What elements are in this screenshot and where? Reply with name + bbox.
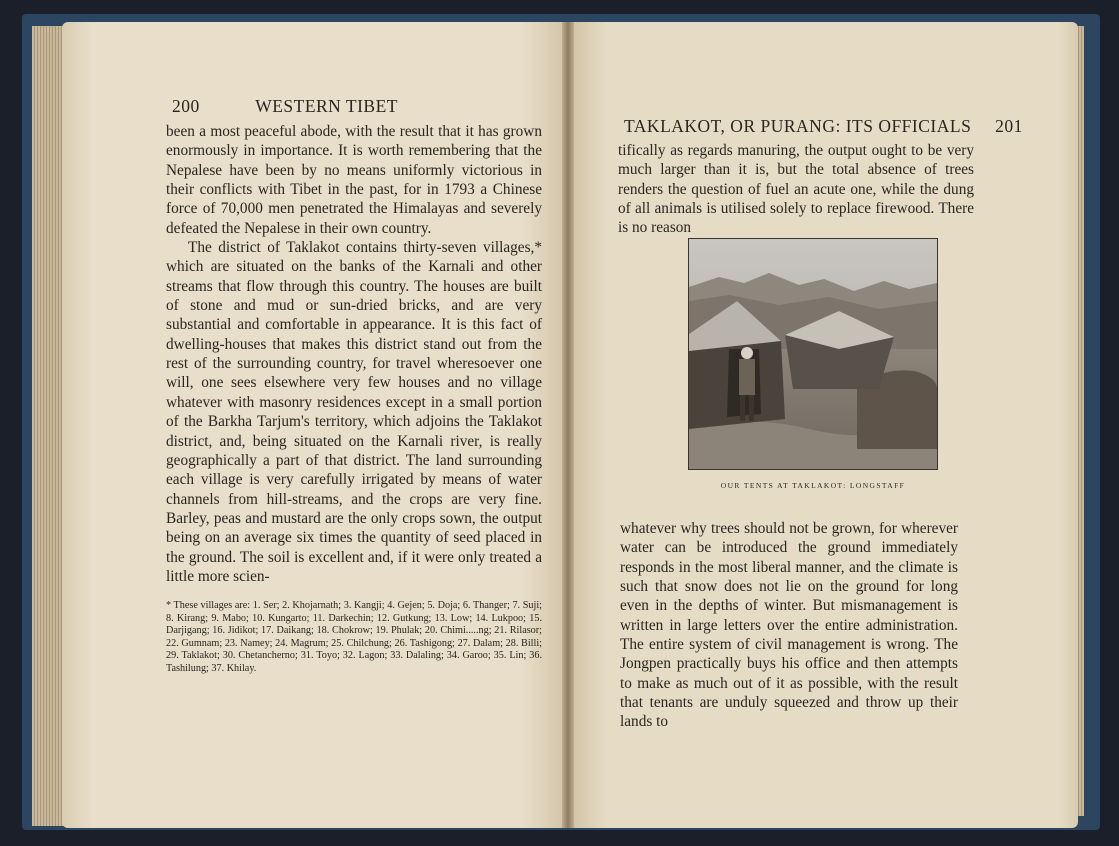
paragraph: The district of Taklakot contains thirty-seven villages,* which are situated on the banks of the Karnali and other streams that flow through this country. The houses are built of stone and mud or sun-dried bricks, and are very substantial and comfortable in appearance. It is this fact of dwelling-houses that makes this district stand out from the rest of the surrounding country, for travel wheresoever one will, one sees elsewhere very few houses and no village whatever with masonry residences except in a small portion of the Barkha Tarjum's territory, which adjoins the Taklakot district, and, being situated on the Karnali river, is really geographically a part of that district. The land surrounding each village is very carefully irrigated by means of water channels from hill-streams, and the crops are very fine. Barley, peas and mustard are the only crops sown, the output being on an average six times the quantity of seed placed in the ground. The soil is excellent and, if it were only treated a little more scien- [166,239,542,585]
footnote [166,600,542,676]
right-page-number: 201 [995,116,1023,136]
paragraph: whatever why trees should not be grown, for wherever water can be introduced the ground immediately responds in the most liberal manner, and the climate is such that snow does not lie on the ground for long even in the depths of winter. But mismanagement is written in large letters over the entire administration. The entire system of civil management is wrong. The Jongpen practically buys his office and then attempts to make as much out of it as possible, with the result that tenants are unduly squeezed and throw up their lands to [620,520,958,731]
tents-photograph [688,238,938,470]
right-body-text-bottom [620,519,958,732]
tents-photo-image [689,239,937,469]
left-page-number: 200 [172,96,200,116]
right-body-text-top [618,141,974,238]
left-running-head [172,96,398,117]
right-running-title: TAKLAKOT, OR PURANG: ITS OFFICIALS [624,116,972,136]
right-running-head [624,116,1023,137]
footnote-text: * These villages are: 1. Ser; 2. Khojarnath; 3. Kangji; 4. Gejen; 5. Doja; 6. Thanger; 7. Suji; 8. Kirang; 9. Mabo; 10. Kungarto; 11. Darkechin; 12. Gutkung; 13. Low; 14. Lukpoo; 15. Darjigang; 16. Jidikot; 17. Daikang; 18. Chokrow; 19. Phulak; 20. Chimi.....ng; 21. Rilasor; 22. Gumnam; 23. Namey; 24. Magrum; 25. Chilchung; 26. Tashigong; 27. Dalam; 28. Billi; 29. Taklakot; 30. Chetancherno; 31. Toyo; 32. Lagon; 33. Dalaling; 34. Garoo; 35. Lin; 36. Tashilung; 37. Khilay. [166,600,542,674]
paragraph: tifically as regards manuring, the output ought to be very much larger than it is, but the total absence of trees renders the question of fuel an acute one, while the dung of all animals is utilised solely to replace firewood. There is no reason [618,142,974,237]
left-body-text [166,122,542,586]
photo-caption: OUR TENTS AT TAKLAKOT: LONGSTAFF [720,481,906,490]
paragraph: been a most peaceful abode, with the result that it has grown enormously in importance. It is worth remembering that the Nepalese have been by no means uniformly victorious in their conflicts with Tibet in the past, for in 1793 a Chinese force of 70,000 men penetrated the Himalayas and severely defeated the Nepalese in their own country. [166,123,542,237]
left-running-title: WESTERN TIBET [255,96,398,116]
book-gutter [562,22,574,828]
